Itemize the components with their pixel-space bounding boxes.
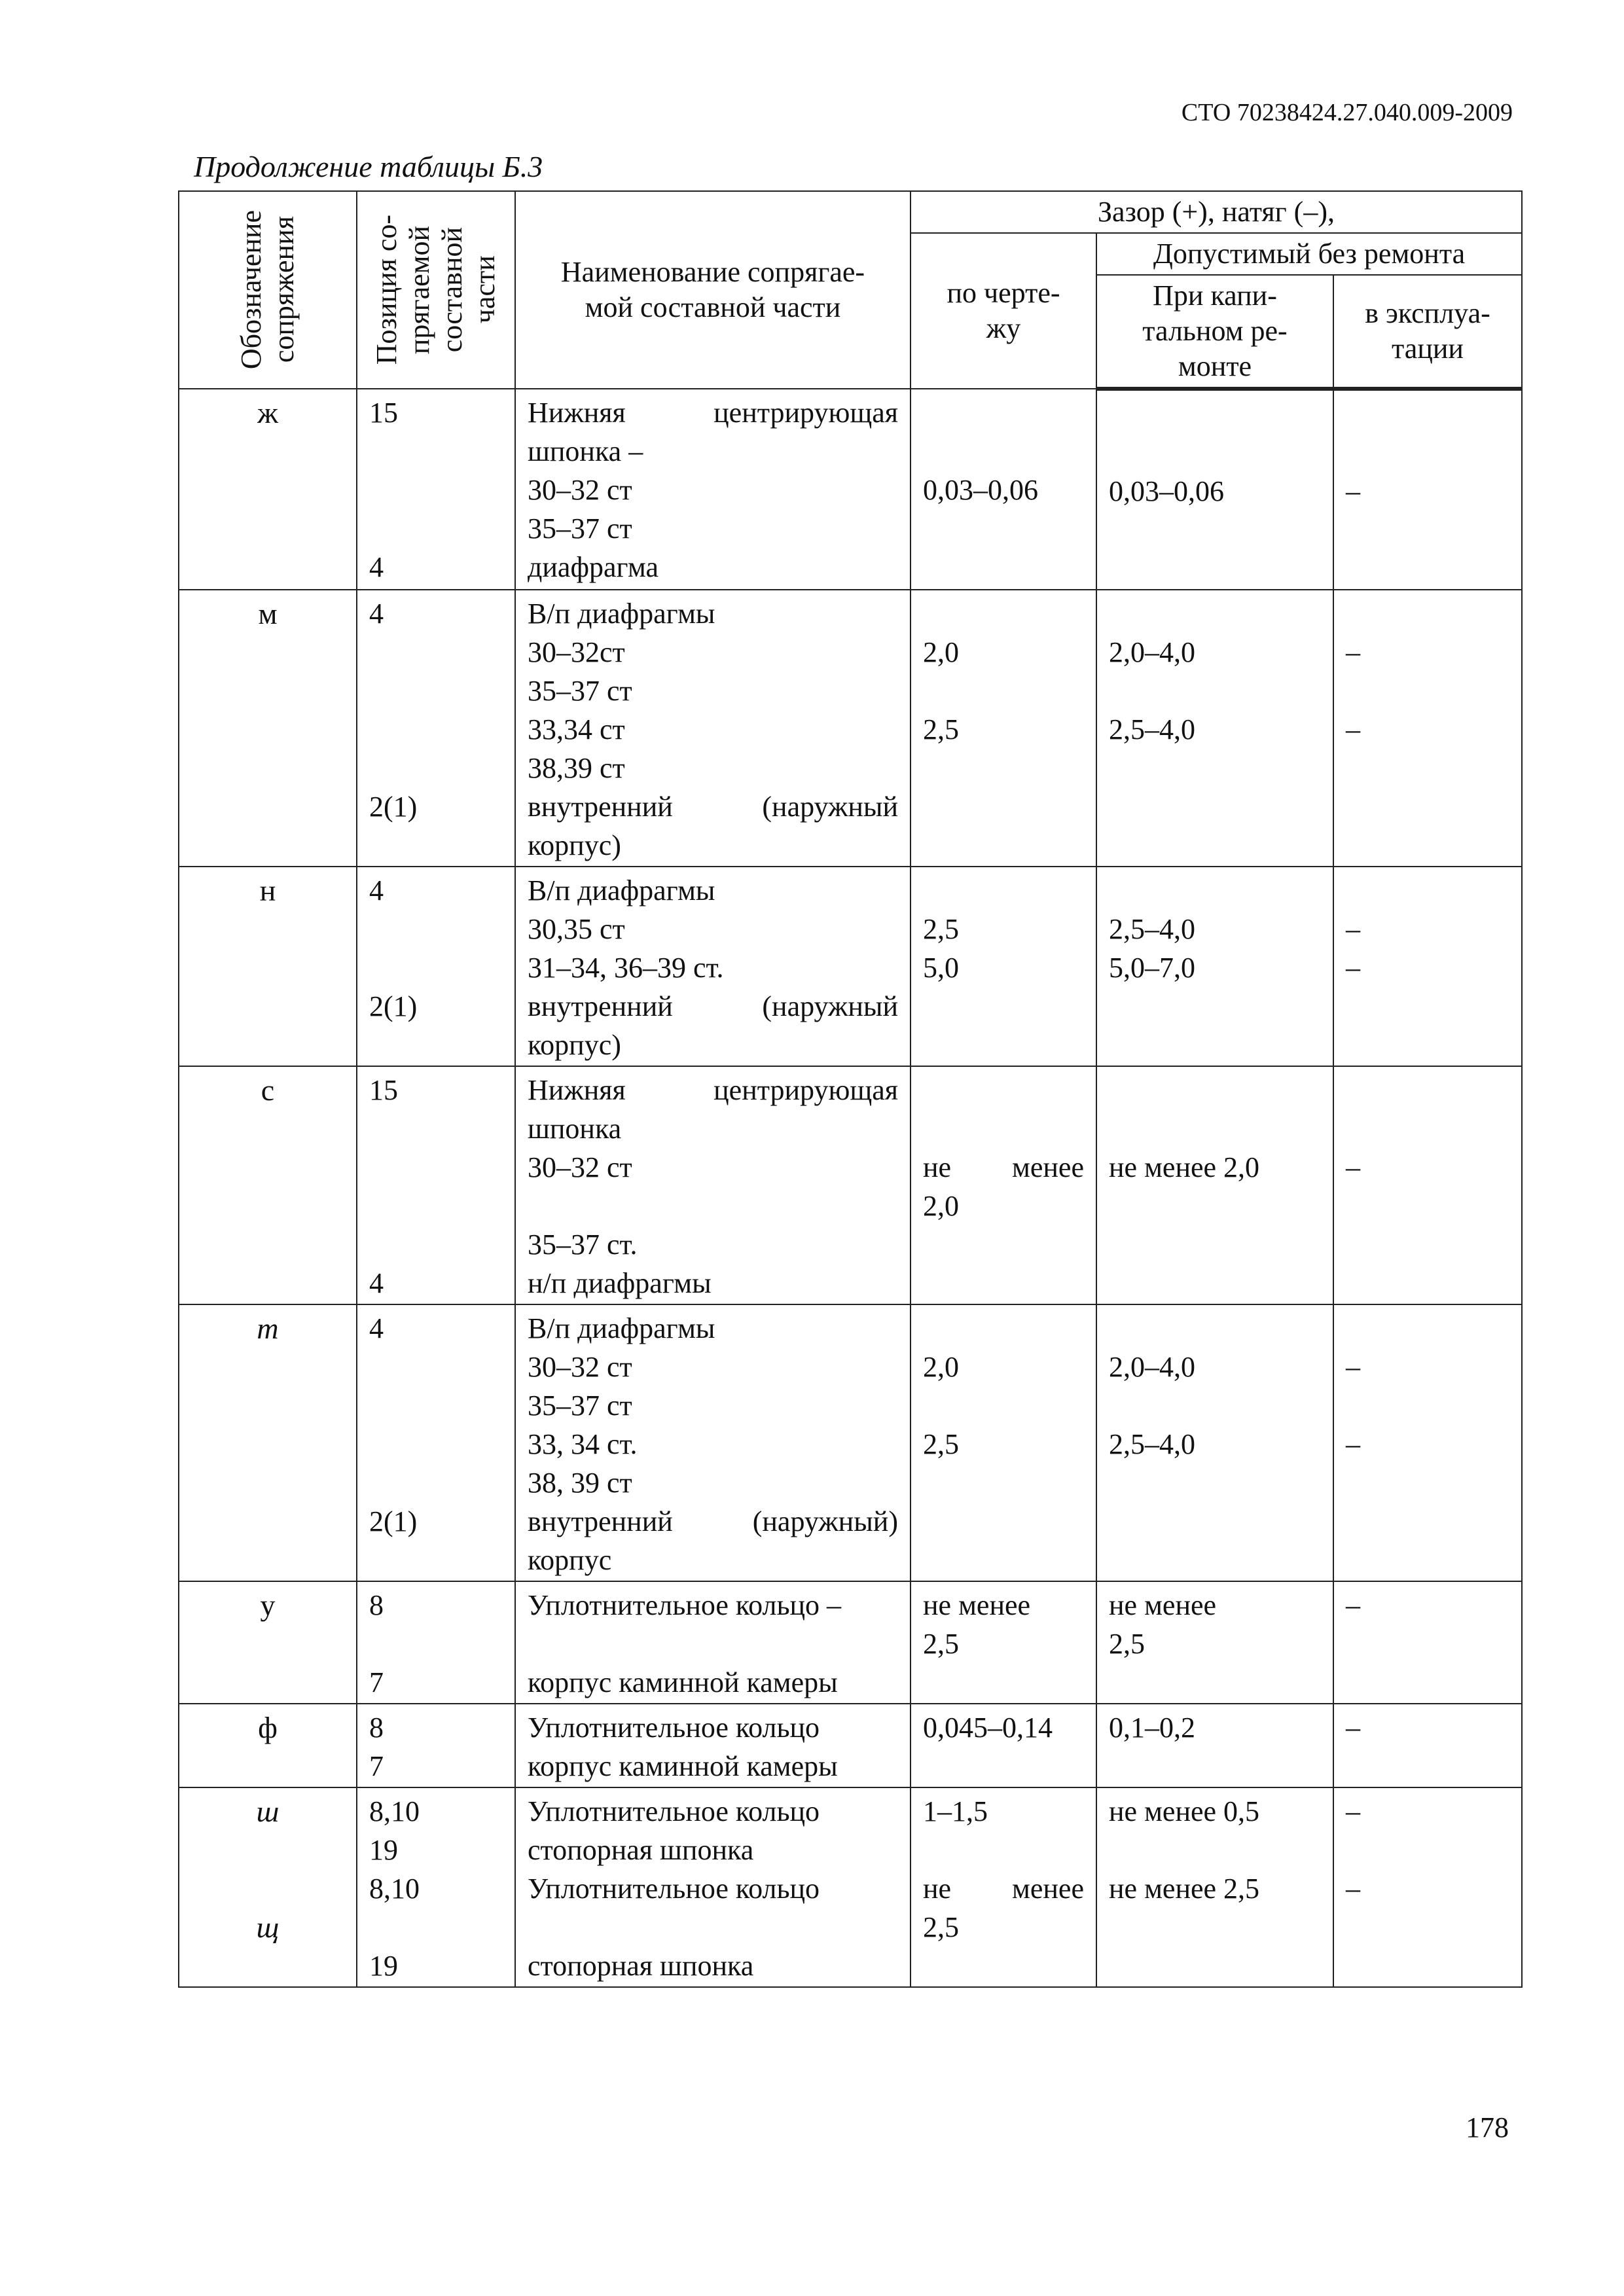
- cell-line: [1109, 1463, 1321, 1502]
- cell-overhaul: [1096, 1581, 1333, 1704]
- cell-line: [1346, 1946, 1509, 1985]
- cell-line: Уплотнительное кольцо: [528, 1795, 820, 1827]
- cell-line: [923, 594, 1084, 633]
- cell-line: 31–34, 36–39 ст.: [528, 952, 724, 984]
- cell-line: 2,5: [923, 913, 959, 945]
- cell-name: [515, 1066, 911, 1304]
- cell-line: [1109, 1187, 1321, 1225]
- cell-line: 2,5: [923, 713, 959, 745]
- cell-line: –: [1346, 475, 1360, 507]
- cell-line: [923, 1109, 1084, 1148]
- cell-operation: [1333, 867, 1522, 1066]
- cell-line: стопорная шпонка: [528, 1834, 754, 1866]
- cell-line: [1346, 1502, 1509, 1541]
- cell-line: 0,1–0,2: [1109, 1712, 1195, 1744]
- cell-line: 2(1): [369, 1505, 418, 1537]
- cell-line: [1346, 433, 1509, 472]
- cell-position: [357, 1581, 515, 1704]
- cell-line: [923, 1225, 1084, 1264]
- cell-line: внутренний (наружный: [528, 791, 898, 823]
- cell-mark: ж: [179, 389, 357, 590]
- cell-line: 4: [369, 1267, 384, 1299]
- cell-line: [1346, 594, 1509, 633]
- table-row: [179, 867, 1522, 1066]
- cell-line: 5,0–7,0: [1109, 952, 1195, 984]
- cell-line: Уплотнительное кольцо: [528, 1712, 820, 1744]
- cell-overhaul: [1096, 590, 1333, 867]
- cell-line: внутренний (наружный): [528, 1505, 898, 1537]
- cell-line: [1109, 1831, 1321, 1869]
- header-overhaul: При капи- тальном ре- монте: [1096, 275, 1333, 389]
- header-gap-group: Зазор (+), натяг (–),: [911, 191, 1522, 233]
- table-row: [179, 1787, 1522, 1987]
- cell-overhaul: [1096, 1066, 1333, 1304]
- cell-line: [1346, 1109, 1509, 1148]
- table-row: [179, 590, 1522, 867]
- cell-operation: [1333, 1304, 1522, 1581]
- cell-line: [1109, 594, 1321, 633]
- cell-line: [1346, 871, 1509, 910]
- cell-line: [369, 1908, 503, 1946]
- cell-operation: [1333, 1066, 1522, 1304]
- cell-line: [369, 1463, 503, 1502]
- cell-line: [1109, 1541, 1321, 1579]
- cell-line: [1109, 1071, 1321, 1109]
- cell-line: [1109, 1109, 1321, 1148]
- cell-line: [923, 1946, 1084, 1985]
- cell-line: 35–37 ст: [528, 675, 632, 707]
- cell-line: –: [1346, 913, 1360, 945]
- cell-name: [515, 1787, 911, 1987]
- cell-line: [1346, 987, 1509, 1026]
- cell-line: диафрагма: [528, 551, 659, 583]
- cell-line: [528, 1187, 898, 1225]
- cell-line: [1109, 549, 1321, 588]
- cell-mark: ф: [179, 1704, 357, 1787]
- header-allowed-group: Допустимый без ремонта: [1096, 233, 1522, 275]
- cell-mark: у: [179, 1581, 357, 1704]
- header-drawing: по черте- жу: [911, 233, 1096, 389]
- cell-operation: [1333, 1581, 1522, 1704]
- cell-line: [528, 1908, 898, 1946]
- cell-line: [1346, 672, 1509, 710]
- mark-line: [191, 1946, 344, 1985]
- cell-line: [923, 1071, 1084, 1109]
- cell-line: 30–32 ст: [528, 474, 632, 506]
- cell-line: –: [1346, 1589, 1360, 1621]
- cell-line: [923, 393, 1084, 432]
- cell-line: [1346, 1225, 1509, 1264]
- cell-line: [1346, 1541, 1509, 1579]
- cell-line: [1346, 787, 1509, 826]
- cell-line: [1109, 1026, 1321, 1064]
- document-code: СТО 70238424.27.040.009-2009: [1181, 99, 1513, 126]
- cell-line: 2(1): [369, 990, 418, 1022]
- cell-line: 8: [369, 1712, 384, 1744]
- cell-line: н/п диафрагмы: [528, 1267, 712, 1299]
- cell-line: [369, 1386, 503, 1425]
- cell-line: 35–37 ст: [528, 512, 632, 545]
- cell-line: [1109, 826, 1321, 865]
- cell-line: [1109, 871, 1321, 910]
- cell-drawing: [911, 590, 1096, 867]
- cell-line: [923, 1463, 1084, 1502]
- cell-line: [923, 871, 1084, 910]
- cell-mark: т: [179, 1304, 357, 1581]
- cell-line: [1109, 1747, 1321, 1785]
- cell-line: [1109, 1264, 1321, 1302]
- cell-line: не менее: [923, 1873, 1084, 1905]
- cell-line: [1346, 1071, 1509, 1109]
- cell-line: [369, 672, 503, 710]
- cell-line: 30,35 ст: [528, 913, 625, 945]
- cell-drawing: [911, 1304, 1096, 1581]
- cell-overhaul: [1096, 1787, 1333, 1987]
- cell-line: –: [1346, 1873, 1360, 1905]
- cell-line: не менее: [923, 1589, 1031, 1621]
- cell-position: [357, 389, 515, 590]
- cell-operation: [1333, 590, 1522, 867]
- cell-line: не менее: [1109, 1589, 1217, 1621]
- cell-line: [369, 910, 503, 948]
- cell-line: 8,10: [369, 1795, 420, 1827]
- cell-line: –: [1346, 1712, 1360, 1744]
- table-header: [179, 191, 1522, 389]
- cell-line: В/п диафрагмы: [528, 874, 715, 906]
- cell-line: [1109, 987, 1321, 1026]
- cell-line: 35–37 ст.: [528, 1229, 638, 1261]
- cell-name: [515, 867, 911, 1066]
- cell-line: [369, 1624, 503, 1663]
- cell-line: 2,5: [923, 1628, 959, 1660]
- cell-line: –: [1346, 952, 1360, 984]
- cell-line: –: [1346, 1151, 1360, 1183]
- cell-line: [1346, 511, 1509, 549]
- cell-line: [1346, 395, 1509, 433]
- cell-line: [923, 787, 1084, 826]
- cell-line: 2,0: [923, 1351, 959, 1383]
- cell-line: [923, 1309, 1084, 1348]
- table-row: [179, 1304, 1522, 1581]
- cell-line: Нижняя центрирующая: [528, 1074, 898, 1106]
- cell-overhaul: [1096, 1704, 1333, 1787]
- cell-line: 38,39 ст: [528, 752, 625, 784]
- cell-line: [1109, 395, 1321, 433]
- cell-line: [1346, 1026, 1509, 1064]
- cell-line: [1109, 1309, 1321, 1348]
- cell-name: [515, 1704, 911, 1787]
- cell-operation: [1333, 389, 1522, 590]
- cell-line: 19: [369, 1950, 398, 1982]
- cell-line: 1–1,5: [923, 1795, 988, 1827]
- cell-drawing: [911, 389, 1096, 590]
- cell-line: [923, 1502, 1084, 1541]
- cell-name: [515, 389, 911, 590]
- cell-line: 2,0: [923, 1190, 959, 1222]
- cell-line: В/п диафрагмы: [528, 1312, 715, 1344]
- cell-line: 4: [369, 874, 384, 906]
- cell-line: [1346, 1309, 1509, 1348]
- cell-line: корпус): [528, 829, 621, 861]
- cell-line: 2,5: [923, 1911, 959, 1943]
- cell-line: [369, 1148, 503, 1187]
- cell-line: 2,5: [923, 1428, 959, 1460]
- table-row: [179, 1704, 1522, 1787]
- cell-drawing: [911, 867, 1096, 1066]
- cell-line: [923, 826, 1084, 865]
- cell-line: 30–32 ст: [528, 1351, 632, 1383]
- cell-line: –: [1346, 1428, 1360, 1460]
- cell-line: [1346, 749, 1509, 787]
- cell-line: [369, 471, 503, 509]
- cell-line: [528, 1624, 898, 1663]
- cell-line: [923, 1663, 1084, 1702]
- cell-line: не менее 2,0: [1109, 1151, 1260, 1183]
- cell-position: [357, 1704, 515, 1787]
- header-name: Наименование сопрягае- мой составной части: [515, 191, 911, 389]
- header-mark-label: Обозначение сопряжения: [235, 210, 300, 370]
- cell-line: –: [1346, 1795, 1360, 1827]
- cell-line: корпус: [528, 1544, 612, 1576]
- cell-line: [1109, 749, 1321, 787]
- cell-overhaul: [1096, 389, 1333, 590]
- cell-line: [1346, 826, 1509, 865]
- cell-line: [1109, 1663, 1321, 1702]
- cell-line: Нижняя центрирующая: [528, 397, 898, 429]
- cell-line: 2,0–4,0: [1109, 1351, 1195, 1383]
- cell-line: [369, 1026, 503, 1064]
- cell-line: [1109, 433, 1321, 472]
- cell-operation: [1333, 1787, 1522, 1987]
- cell-line: 0,03–0,06: [923, 474, 1038, 506]
- table-caption: Продолжение таблицы Б.3: [194, 150, 543, 183]
- table-body: [179, 389, 1522, 1987]
- mark-line: ш: [256, 1795, 280, 1828]
- cell-line: [1109, 1908, 1321, 1946]
- cell-position: [357, 867, 515, 1066]
- cell-name: [515, 590, 911, 867]
- cell-line: 2,5–4,0: [1109, 1428, 1195, 1460]
- cell-drawing: [911, 1704, 1096, 1787]
- cell-line: [1346, 1908, 1509, 1946]
- cell-line: 2,5–4,0: [1109, 713, 1195, 745]
- cell-line: 33, 34 ст.: [528, 1428, 638, 1460]
- cell-line: 8: [369, 1589, 384, 1621]
- cell-line: 7: [369, 1750, 384, 1782]
- cell-line: [1346, 1663, 1509, 1702]
- mark-line: [191, 1869, 344, 1908]
- cell-line: [923, 1541, 1084, 1579]
- cell-line: [1109, 672, 1321, 710]
- cell-line: [923, 509, 1084, 548]
- header-mark: [179, 191, 357, 389]
- cell-name: [515, 1304, 911, 1581]
- cell-line: не менее 2,5: [1109, 1873, 1260, 1905]
- table-row: [179, 1581, 1522, 1704]
- cell-drawing: [911, 1066, 1096, 1304]
- cell-line: не менее: [923, 1151, 1084, 1183]
- cell-line: [1109, 511, 1321, 549]
- cell-line: 33,34 ст: [528, 713, 625, 745]
- cell-line: корпус каминной камеры: [528, 1750, 838, 1782]
- cell-line: 35–37 ст: [528, 1390, 632, 1422]
- cell-line: 15: [369, 1074, 398, 1106]
- cell-line: [369, 633, 503, 672]
- cell-mark: [179, 1787, 357, 1987]
- table-row: [179, 389, 1522, 590]
- cell-line: стопорная шпонка: [528, 1950, 754, 1982]
- cell-line: [369, 710, 503, 749]
- cell-line: 15: [369, 397, 398, 429]
- cell-line: 4: [369, 598, 384, 630]
- cell-drawing: [911, 1581, 1096, 1704]
- cell-line: 19: [369, 1834, 398, 1866]
- cell-line: 2,5: [1109, 1628, 1145, 1660]
- cell-line: шпонка –: [528, 435, 643, 467]
- cell-line: [1346, 1187, 1509, 1225]
- cell-line: [369, 1425, 503, 1463]
- cell-line: [369, 1187, 503, 1225]
- cell-line: 0,03–0,06: [1109, 475, 1224, 507]
- cell-operation: [1333, 1704, 1522, 1787]
- cell-line: 7: [369, 1666, 384, 1698]
- cell-line: шпонка: [528, 1113, 622, 1145]
- cell-line: [923, 672, 1084, 710]
- cell-line: [923, 1386, 1084, 1425]
- cell-line: [923, 1747, 1084, 1785]
- cell-line: [1109, 1386, 1321, 1425]
- cell-line: [1109, 1946, 1321, 1985]
- cell-line: [369, 826, 503, 865]
- cell-line: корпус): [528, 1029, 621, 1061]
- cell-line: [369, 1348, 503, 1386]
- cell-line: внутренний (наружный: [528, 990, 898, 1022]
- cell-overhaul: [1096, 1304, 1333, 1581]
- cell-line: –: [1346, 1351, 1360, 1383]
- cell-position: [357, 1066, 515, 1304]
- cell-line: [369, 948, 503, 987]
- cell-line: [1346, 1747, 1509, 1785]
- cell-line: [1346, 549, 1509, 588]
- cell-line: –: [1346, 713, 1360, 745]
- cell-position: [357, 1787, 515, 1987]
- cell-line: [1109, 1225, 1321, 1264]
- cell-line: [369, 749, 503, 787]
- cell-line: В/п диафрагмы: [528, 598, 715, 630]
- cell-line: [1346, 1386, 1509, 1425]
- cell-line: 30–32 ст: [528, 1151, 632, 1183]
- cell-line: [923, 749, 1084, 787]
- cell-overhaul: [1096, 867, 1333, 1066]
- cell-line: 4: [369, 1312, 384, 1344]
- table-row: [179, 1066, 1522, 1304]
- cell-line: [923, 548, 1084, 586]
- cell-line: [923, 987, 1084, 1026]
- cell-line: корпус каминной камеры: [528, 1666, 838, 1698]
- cell-line: Уплотнительное кольцо –: [528, 1589, 842, 1621]
- cell-line: [1346, 1264, 1509, 1302]
- header-position: [357, 191, 515, 389]
- cell-line: 4: [369, 551, 384, 583]
- cell-line: [923, 1264, 1084, 1302]
- cell-line: [923, 1026, 1084, 1064]
- cell-line: 30–32ст: [528, 636, 625, 668]
- mark-line: [191, 1831, 344, 1869]
- cell-name: [515, 1581, 911, 1704]
- cell-line: Уплотнительное кольцо: [528, 1873, 820, 1905]
- cell-line: 2(1): [369, 791, 418, 823]
- page-number: 178: [1466, 2111, 1509, 2144]
- cell-mark: н: [179, 867, 357, 1066]
- cell-line: [1346, 1831, 1509, 1869]
- cell-line: [369, 509, 503, 548]
- header-position-label: Позиция со- прягаемой составной части: [370, 215, 501, 365]
- cell-line: [369, 1225, 503, 1264]
- cell-line: 5,0: [923, 952, 959, 984]
- cell-line: [923, 1831, 1084, 1869]
- cell-position: [357, 590, 515, 867]
- cell-line: 38, 39 ст: [528, 1467, 632, 1499]
- cell-line: 2,0–4,0: [1109, 636, 1195, 668]
- cell-line: [1346, 1463, 1509, 1502]
- mating-parts-table: [178, 190, 1523, 1988]
- cell-line: 8,10: [369, 1873, 420, 1905]
- cell-line: [1346, 1624, 1509, 1663]
- cell-line: –: [1346, 636, 1360, 668]
- cell-line: [369, 1541, 503, 1579]
- cell-line: [369, 432, 503, 471]
- cell-line: 2,0: [923, 636, 959, 668]
- cell-line: [369, 1109, 503, 1148]
- cell-line: [1109, 1502, 1321, 1541]
- cell-line: [923, 432, 1084, 471]
- header-operation: в эксплуа- тации: [1333, 275, 1522, 389]
- cell-mark: с: [179, 1066, 357, 1304]
- cell-line: 2,5–4,0: [1109, 913, 1195, 945]
- mark-line: щ: [256, 1910, 280, 1944]
- cell-line: не менее 0,5: [1109, 1795, 1260, 1827]
- cell-position: [357, 1304, 515, 1581]
- cell-line: 0,045–0,14: [923, 1712, 1053, 1744]
- cell-drawing: [911, 1787, 1096, 1987]
- cell-mark: м: [179, 590, 357, 867]
- cell-line: [1109, 787, 1321, 826]
